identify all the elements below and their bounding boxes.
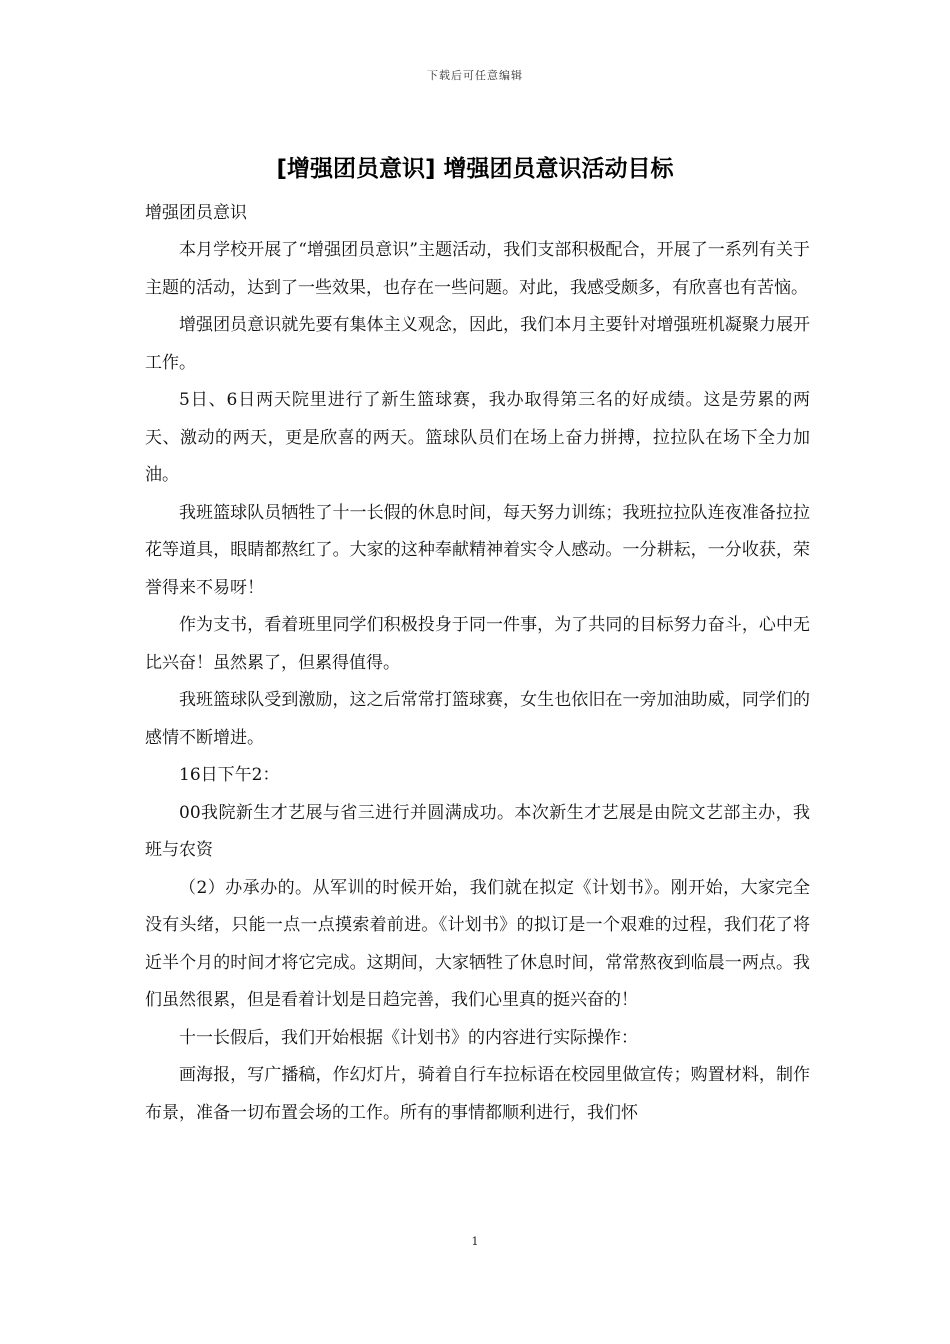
paragraph: 我班篮球队员牺牲了十一长假的休息时间，每天努力训练；我班拉拉队连夜准备拉拉花等道具，眼睛都熬红了。大家的这种奉献精神着实令人感动。一分耕耘，一分收获，荣誉得来不易呀！ (145, 502, 810, 598)
paragraph: 十一长假后，我们开始根据《计划书》的内容进行实际操作： (179, 1027, 638, 1048)
paragraph: 画海报，写广播稿，作幻灯片，骑着自行车拉标语在校园里做宣传；购置材料，制作布景，准备一切布置会场的工作。所有的事情都顺利进行，我们怀 (145, 1065, 810, 1123)
paragraph: 我班篮球队受到激励，这之后常常打篮球赛，女生也依旧在一旁加油助威，同学们的感情不断增进。 (145, 690, 810, 748)
paragraph: 增强团员意识就先要有集体主义观念，因此，我们本月主要针对增强班机凝聚力展开工作。 (145, 315, 810, 373)
page-header-note: 下载后可任意编辑 (427, 69, 523, 82)
document-title: [增强团员意识] 增强团员意识活动目标 (276, 156, 674, 182)
page-number: 1 (471, 1235, 479, 1248)
paragraph: 本月学校开展了“增强团员意识”主题活动，我们支部积极配合，开展了一系列有关于主题的活动，达到了一些效果，也存在一些问题。对此，我感受颇多，有欣喜也有苦恼。 (145, 240, 810, 298)
paragraph: 00我院新生才艺展与省三进行并圆满成功。本次新生才艺展是由院文艺部主办，我班与农资 (145, 802, 810, 860)
paragraph: 5日、6日两天院里进行了新生篮球赛，我办取得第三名的好成绩。这是劳累的两天、激动的两天，更是欣喜的两天。篮球队员们在场上奋力拼搏，拉拉队在场下全力加油。 (145, 390, 810, 485)
document-body (145, 195, 810, 1132)
document-subheading: 增强团员意识 (145, 203, 247, 223)
paragraph: 16日下午2： (179, 765, 280, 785)
paragraph: 作为支书，看着班里同学们积极投身于同一件事，为了共同的目标努力奋斗，心中无比兴奋！虽然累了，但累得值得。 (145, 615, 810, 673)
paragraph: （2）办承办的。从军训的时候开始，我们就在拟定《计划书》。刚开始，大家完全没有头绪，只能一点一点摸索着前进。《计划书》的拟订是一个艰难的过程，我们花了将近半个月的时间才将它完成。这期间，大家牺牲了休息时间，常常熬夜到临晨一两点。我们虽然很累，但是看着计划是日趋完善，我们心里真的挺兴奋的！ (145, 877, 810, 1010)
